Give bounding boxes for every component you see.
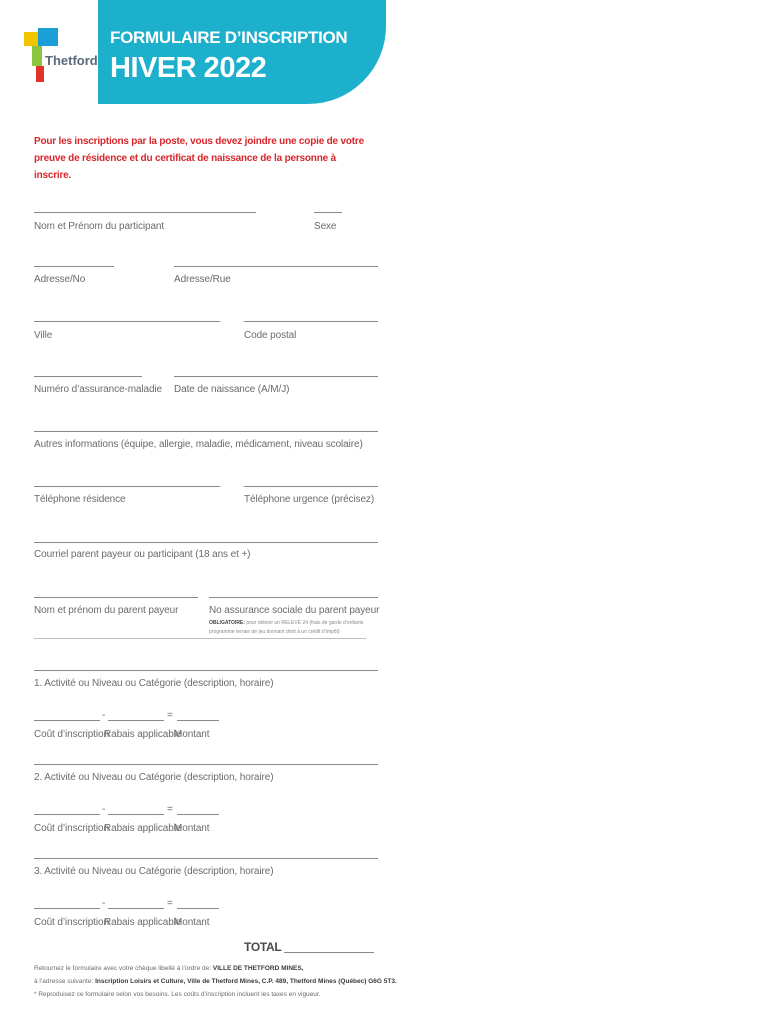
thetford-logo-icon bbox=[22, 28, 98, 84]
activity-1-cout-label: Coût d’inscription bbox=[34, 729, 109, 740]
footer-address: Inscription Loisirs et Culture, Ville de Thetford Mines, C.P. 489, Thetford Mines (Québec) G6G 5T3. bbox=[95, 978, 397, 985]
activity-3-label: 3. Activité ou Niveau ou Catégorie (description, horaire) bbox=[34, 866, 274, 877]
total-field-line[interactable] bbox=[284, 952, 374, 953]
activity-3-rabais-line[interactable] bbox=[108, 908, 164, 909]
activity-3-minus: - bbox=[102, 898, 106, 909]
parent-field-line[interactable] bbox=[34, 597, 198, 598]
obligatoire-text-1: pour obtenir un RELEVÉ 24 (frais de garde d’enfants bbox=[244, 620, 364, 626]
obligatoire-note bbox=[209, 619, 363, 627]
activity-1-cout-line[interactable] bbox=[34, 720, 100, 721]
activity-1-rabais-line[interactable] bbox=[108, 720, 164, 721]
footer-line-1-text: Retournez le formulaire avec votre chèque libellé à l’ordre de: bbox=[34, 965, 213, 972]
obligatoire-label: OBLIGATOIRE: bbox=[209, 620, 245, 626]
obligatoire-text-2: programme terrain de jeu donnant droit à un crédit d’impôt) bbox=[209, 629, 340, 635]
code-postal-label: Code postal bbox=[244, 330, 297, 341]
activity-2-minus: - bbox=[102, 804, 106, 815]
sexe-label: Sexe bbox=[314, 221, 337, 232]
logo-text: Thetford bbox=[45, 53, 98, 68]
activity-3-cout-label: Coût d’inscription bbox=[34, 917, 109, 928]
activity-1-field-line[interactable] bbox=[34, 670, 378, 671]
nom-field-line[interactable] bbox=[34, 212, 256, 213]
nas-parent-field-line[interactable] bbox=[209, 597, 378, 598]
tel-urgence-field-line[interactable] bbox=[244, 486, 378, 487]
section-divider bbox=[34, 638, 366, 639]
code-postal-field-line[interactable] bbox=[244, 321, 378, 322]
mail-notice: Pour les inscriptions par la poste, vous devez joindre une copie de votre preuve de résidence et du certificat de naissance de la personne à inscrire. bbox=[34, 136, 364, 181]
form-subtitle: FORMULAIRE D’INSCRIPTION bbox=[110, 28, 348, 47]
activity-2-rabais-line[interactable] bbox=[108, 814, 164, 815]
adresse-no-field-line[interactable] bbox=[34, 266, 114, 267]
nas-parent-label: No assurance sociale du parent payeur bbox=[209, 605, 380, 616]
footer-line-3: * Reproduisez ce formulaire selon vos besoins. Les coûts d’inscription incluent les taxes en vigueur. bbox=[34, 991, 321, 998]
activity-1-minus: - bbox=[102, 710, 106, 721]
activity-3-montant-label: Montant bbox=[174, 917, 210, 928]
parent-label: Nom et prénom du parent payeur bbox=[34, 605, 179, 616]
activity-1-montant-line[interactable] bbox=[177, 720, 219, 721]
ville-label: Ville bbox=[34, 330, 53, 341]
header-banner bbox=[98, 0, 386, 104]
autres-field-line[interactable] bbox=[34, 431, 378, 432]
thetford-logo bbox=[22, 28, 98, 84]
activity-2-rabais-label: Rabais applicable bbox=[104, 823, 182, 834]
activity-2-montant-line[interactable] bbox=[177, 814, 219, 815]
naissance-label: Date de naissance (A/M/J) bbox=[174, 384, 290, 395]
activity-1-rabais-label: Rabais applicable bbox=[104, 729, 182, 740]
footer-line-2 bbox=[34, 978, 397, 985]
nom-label: Nom et Prénom du participant bbox=[34, 221, 165, 232]
activity-2-cout-label: Coût d’inscription bbox=[34, 823, 109, 834]
courriel-label: Courriel parent payeur ou participant (18 ans et +) bbox=[34, 549, 251, 560]
tel-residence-field-line[interactable] bbox=[34, 486, 220, 487]
activity-3-field-line[interactable] bbox=[34, 858, 378, 859]
naissance-field-line[interactable] bbox=[174, 376, 378, 377]
footer-line-1 bbox=[34, 965, 304, 972]
tel-urgence-label: Téléphone urgence (précisez) bbox=[244, 494, 375, 505]
activity-2-label: 2. Activité ou Niveau ou Catégorie (description, horaire) bbox=[34, 772, 274, 783]
courriel-field-line[interactable] bbox=[34, 542, 378, 543]
activity-2-montant-label: Montant bbox=[174, 823, 210, 834]
activity-3-rabais-label: Rabais applicable bbox=[104, 917, 182, 928]
total-label: TOTAL bbox=[244, 940, 282, 954]
activity-1-equals: = bbox=[167, 710, 173, 721]
activity-1-label: 1. Activité ou Niveau ou Catégorie (description, horaire) bbox=[34, 678, 274, 689]
nam-field-line[interactable] bbox=[34, 376, 142, 377]
activity-1-montant-label: Montant bbox=[174, 729, 210, 740]
activity-2-equals: = bbox=[167, 804, 173, 815]
footer-line-2-text: à l’adresse suivante: bbox=[34, 978, 96, 985]
activity-2-cout-line[interactable] bbox=[34, 814, 100, 815]
adresse-rue-field-line[interactable] bbox=[174, 266, 378, 267]
tel-residence-label: Téléphone résidence bbox=[34, 494, 126, 505]
adresse-no-label: Adresse/No bbox=[34, 274, 86, 285]
activity-3-cout-line[interactable] bbox=[34, 908, 100, 909]
footer-payee: VILLE DE THETFORD MINES, bbox=[212, 965, 304, 972]
form-title: HIVER 2022 bbox=[110, 52, 267, 84]
autres-label: Autres informations (équipe, allergie, maladie, médicament, niveau scolaire) bbox=[34, 439, 363, 450]
activity-3-montant-line[interactable] bbox=[177, 908, 219, 909]
activity-3-equals: = bbox=[167, 898, 173, 909]
ville-field-line[interactable] bbox=[34, 321, 220, 322]
sexe-field-line[interactable] bbox=[314, 212, 342, 213]
nam-label: Numéro d’assurance-maladie bbox=[34, 384, 163, 395]
activity-2-field-line[interactable] bbox=[34, 764, 378, 765]
adresse-rue-label: Adresse/Rue bbox=[174, 274, 231, 285]
